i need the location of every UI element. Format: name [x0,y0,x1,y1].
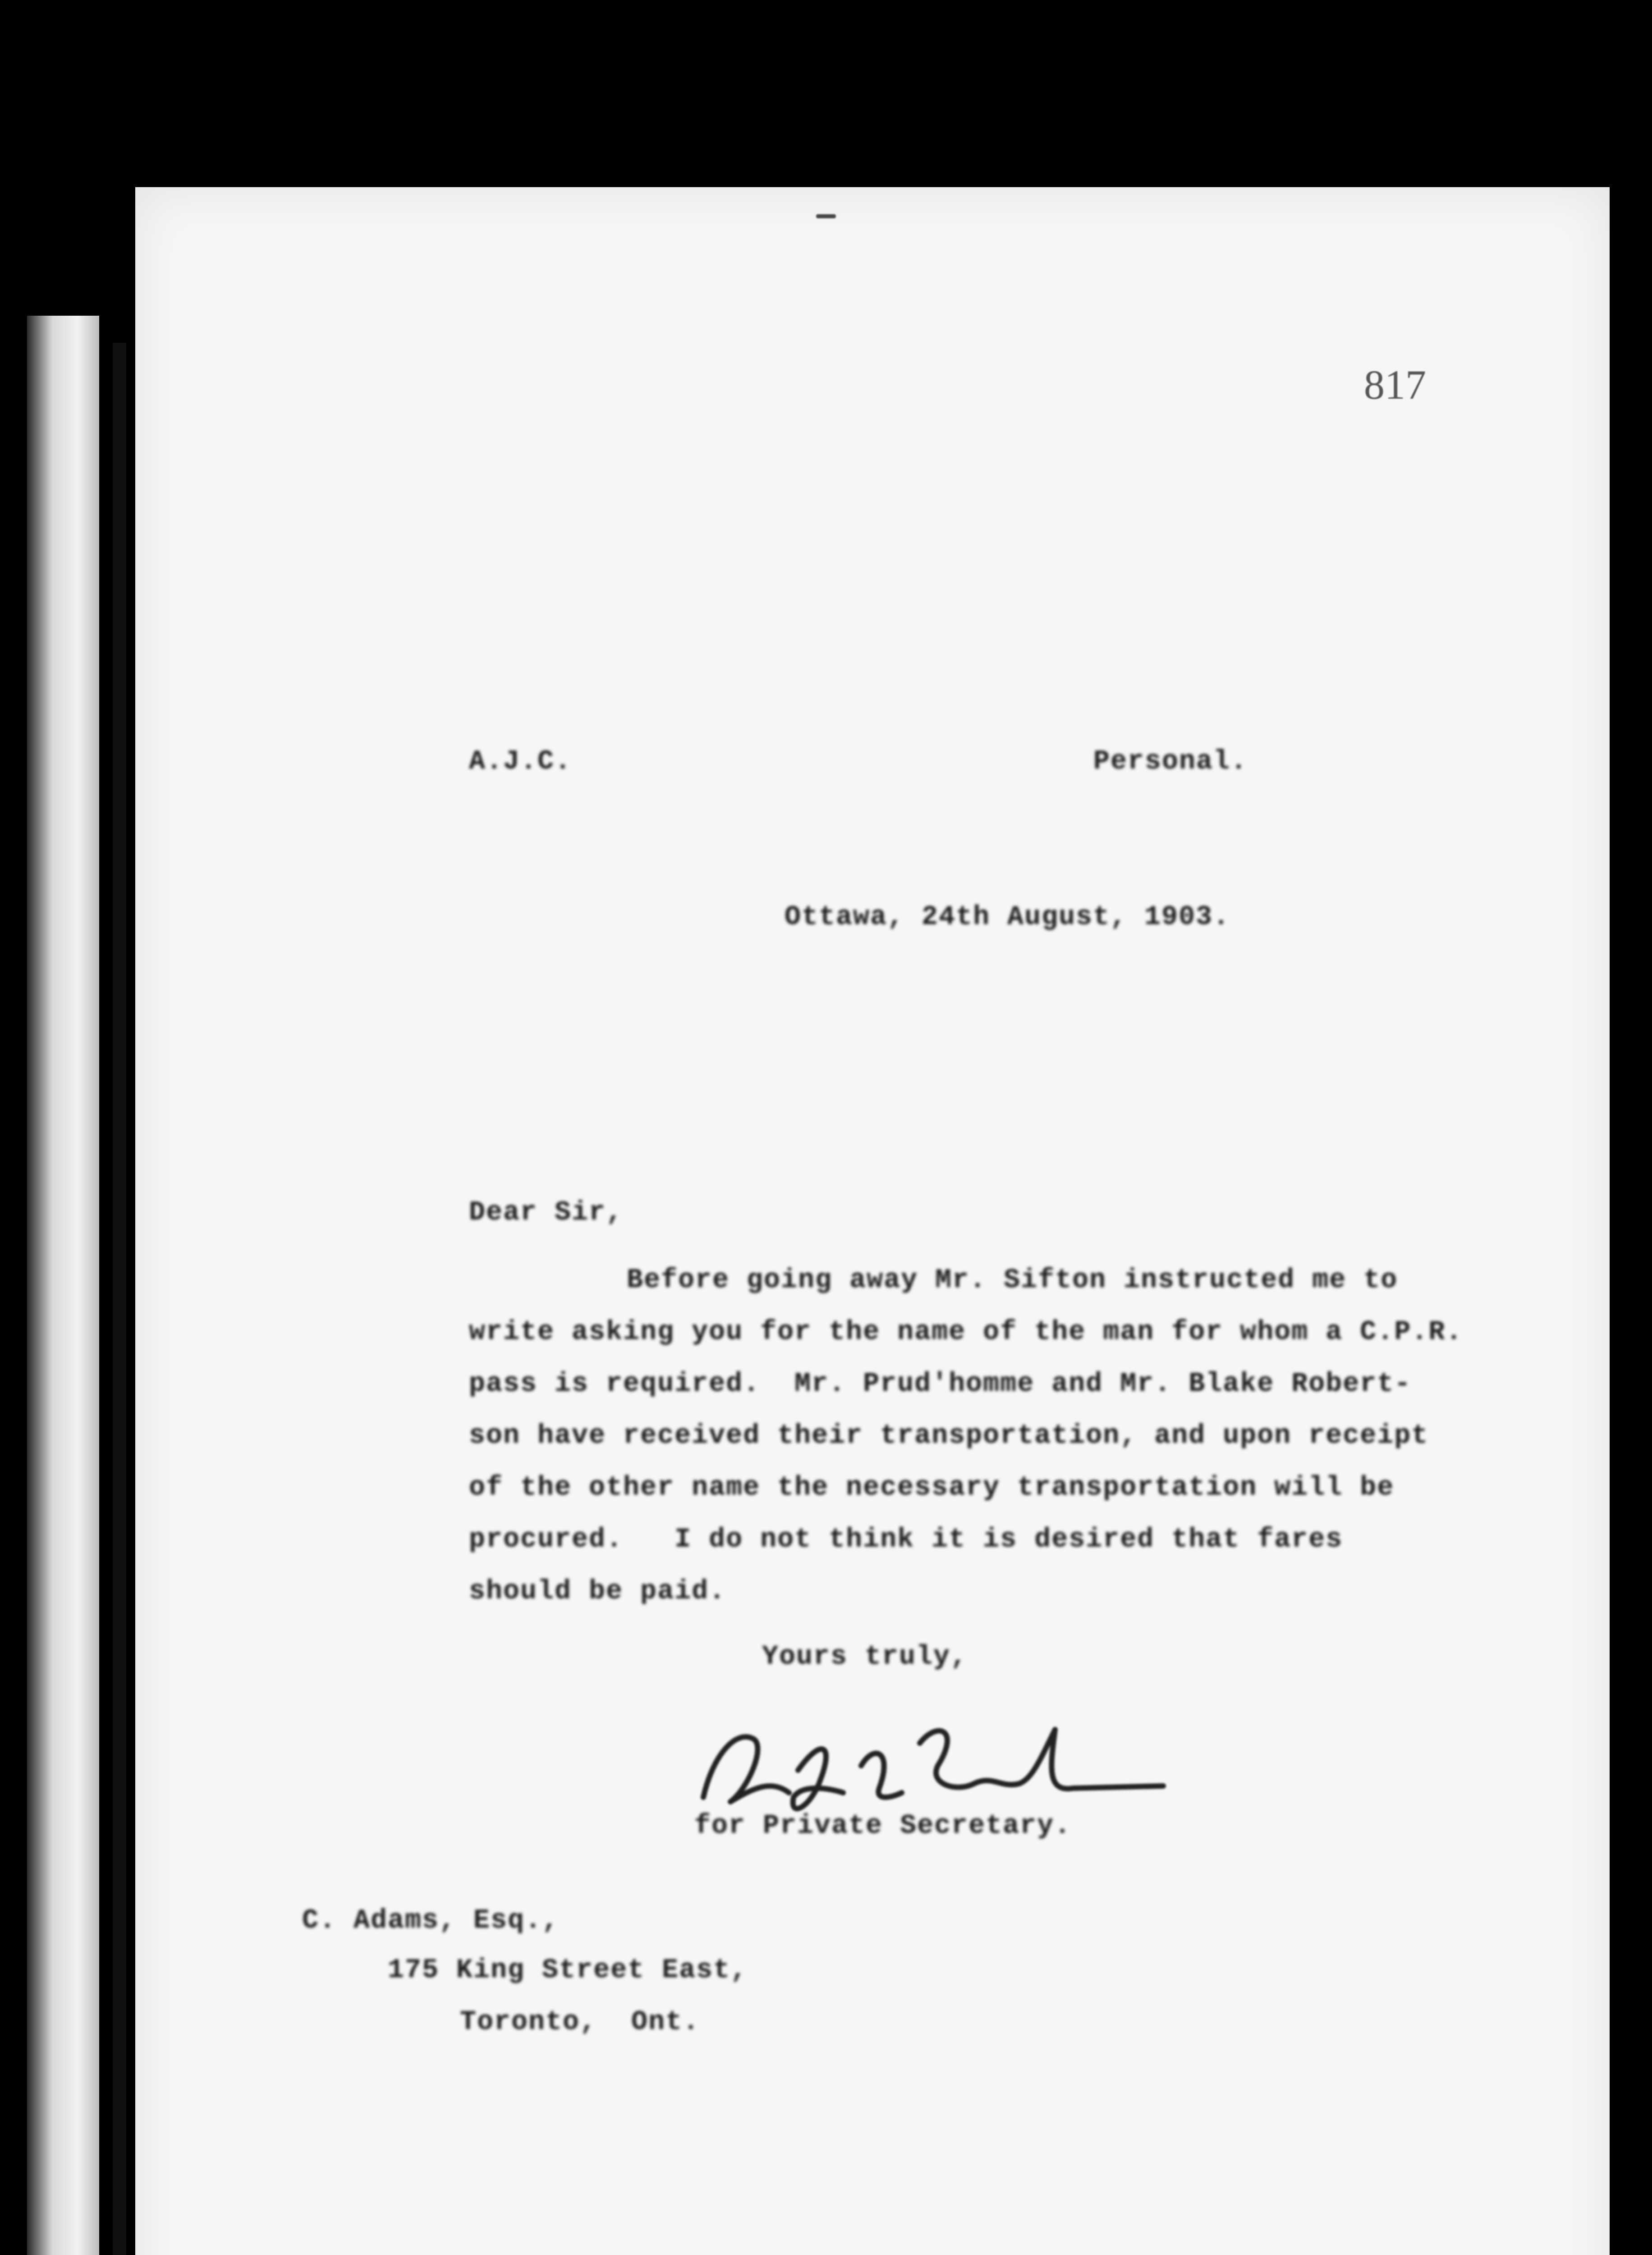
letter-body [135,187,1610,2255]
folio-number: 817 [1364,362,1426,408]
signer-title: for Private Secretary. [694,1811,1072,1841]
page-shadow-edge [113,343,126,2255]
body-line: should be paid. [469,1576,726,1607]
letter-page [135,187,1610,2255]
film-edge-strip [27,316,99,2255]
recipient-city: Toronto, Ont. [460,2007,700,2038]
dateline: Ottawa, 24th August, 1903. [785,902,1230,933]
body-line: write asking you for the name of the man for whom a C.P.R. [469,1317,1463,1348]
body-line: Before going away Mr. Sifton instructed me to [627,1265,1398,1296]
reference-initials: A.J.C. [469,746,572,777]
salutation: Dear Sir, [469,1197,624,1228]
body-line: procured. I do not think it is desired that fares [469,1524,1343,1555]
body-line: pass is required. Mr. Prud'homme and Mr. Blake Robert- [469,1369,1412,1399]
recipient-name: C. Adams, Esq., [302,1905,560,1936]
body-line: of the other name the necessary transportation will be [469,1473,1395,1503]
closing: Yours truly, [762,1642,968,1672]
recipient-street: 175 King Street East, [388,1955,748,1986]
classification: Personal. [1093,746,1248,777]
handwritten-signature [685,1703,1181,1838]
body-line: son have received their transportation, and upon receipt [469,1421,1429,1451]
